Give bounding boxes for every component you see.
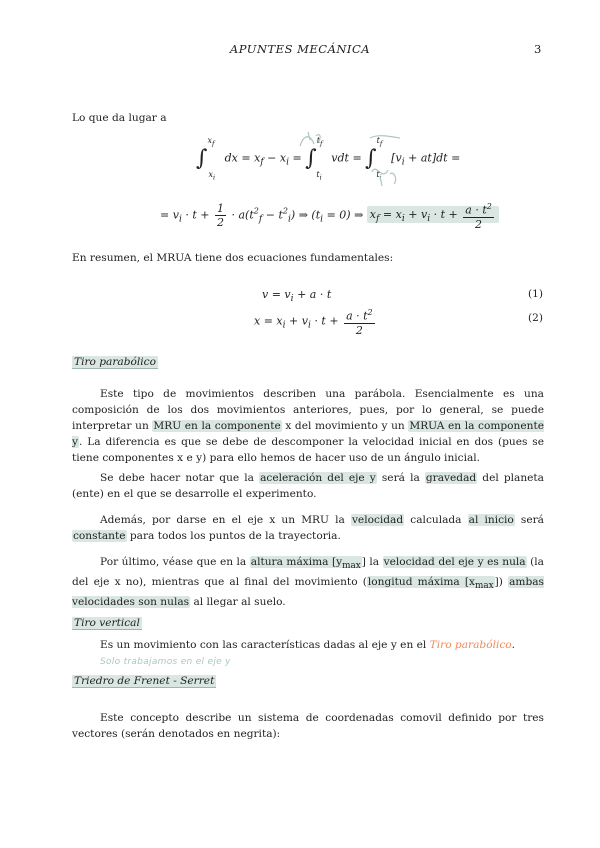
eq2-part-b: · t + bbox=[181, 208, 213, 222]
p4-highlight-max-length: longitud máxima [$x_{max}$ bbox=[367, 576, 494, 592]
highlighted-position-equation: $x_f = x_i + v_i \cdot t$ + $\frac{a \cdot t^2}{2}$ bbox=[367, 206, 499, 223]
handwritten-note: Solo trabajamos en el eje y bbox=[100, 657, 231, 667]
equation-2: $x = x_i + v_i \cdot t$ + $\frac{a \cdot t^2}{2}$ bbox=[254, 308, 373, 337]
p5-text-b: . bbox=[511, 639, 516, 651]
p4-text-b: ] la bbox=[361, 556, 383, 568]
p1-text-c: . La diferencia es que se debe de descomponer la velocidad inicial en dos (pues se tiene componentes x e y) para ello hemos de hacer uso de un ángulo inicial. bbox=[72, 436, 544, 464]
p4-text-c: (la del eje x no), mientras que al final del movimiento ( bbox=[72, 556, 544, 589]
integral-equals: = bbox=[292, 151, 306, 165]
p1-highlight-mru: MRU en la componente bbox=[153, 420, 281, 432]
eq2-part-c: · a(t bbox=[228, 208, 254, 222]
eq2-highlighted: x bbox=[369, 208, 377, 222]
paragraph-max-height bbox=[72, 554, 544, 610]
p4-text-e: al llegar al suelo. bbox=[190, 596, 286, 609]
eq2-part-e: ) ⇒ (t bbox=[290, 208, 321, 222]
p3-highlight-velocity: velocidad bbox=[351, 514, 404, 526]
p1-text-a: Este tipo de movimientos describen una parábola. Esencialmente es una composición de los dos movimientos anteriores, pues, por lo general, se puede interpretar un bbox=[72, 388, 544, 432]
p4-highlight-max-length-text: longitud máxima [x bbox=[367, 576, 476, 589]
p1-text-b: x del movimiento y un bbox=[281, 420, 409, 432]
integral-part3: [v bbox=[391, 151, 402, 165]
p2-highlight-acceleration: aceleración del eje y bbox=[260, 472, 376, 484]
p3-text-d: para todos los puntos de la trayectoria. bbox=[126, 530, 341, 542]
eq2-part-d: − t bbox=[262, 208, 283, 222]
paragraph-triedro: Este concepto describe un sistema de coordenadas comovil definido por tres vectores (serán denotados en negrita): bbox=[72, 712, 544, 740]
tiro-parabolico-link[interactable]: Tiro parabólico bbox=[429, 639, 512, 651]
p4-text-a: Por último, véase que en la bbox=[100, 556, 250, 568]
p3-text-b: calculada bbox=[404, 514, 468, 526]
equation-1: $v = v_i + a \cdot t$ bbox=[262, 288, 332, 305]
section-triedro-frenet-serret: Triedro de Frenet - Serret bbox=[74, 675, 215, 687]
integral-equation-line1: ∫$^{x_f}_{x_i}$ dx = $x_f - x_i = \int^{t_f}_{t_i}$ vdt = ∫$^{t_f}_{t_i}$ $[v_i + at]dt$ = bbox=[196, 135, 461, 182]
section-tiro-vertical: Tiro vertical bbox=[74, 617, 140, 629]
integral-vdt: vdt = bbox=[331, 151, 362, 165]
p3-highlight-constant: constante bbox=[73, 530, 126, 542]
page-number: 3 bbox=[534, 42, 542, 56]
intro-text: Lo que da lugar a bbox=[72, 112, 167, 124]
p3-highlight-initial: al inicio bbox=[468, 514, 514, 526]
p2-highlight-gravity: gravedad bbox=[425, 472, 477, 484]
running-header: APUNTES MECÁNICA bbox=[229, 42, 371, 56]
p4-text-d: ]) bbox=[494, 576, 509, 589]
eq2-part-f: = 0) ⇒ bbox=[323, 208, 367, 222]
p4-highlight-max-height-text: altura máxima [y bbox=[250, 556, 343, 568]
p3-text-c: será bbox=[514, 514, 544, 526]
summary-text: En resumen, el MRUA tiene dos ecuaciones fundamentales: bbox=[72, 252, 394, 264]
eq2-part-a: = v bbox=[160, 208, 179, 222]
section-tiro-parabolico: Tiro parabólico bbox=[74, 356, 156, 368]
paragraph-parabolic-intro bbox=[72, 386, 544, 466]
handwritten-doodle-icon-2 bbox=[366, 132, 406, 190]
equation-2-number: (2) bbox=[528, 312, 544, 324]
p2-text-c: del planeta (ente) en el que se desarrolle el experimento. bbox=[72, 472, 544, 500]
handwritten-doodle-icon bbox=[296, 130, 326, 152]
p2-text-b: será la bbox=[376, 472, 425, 484]
p3-text-a: Además, por darse en el eje x un MRU la bbox=[100, 514, 351, 526]
equation-1-text: v = v bbox=[262, 288, 291, 301]
paragraph-vertical bbox=[100, 637, 544, 653]
p2-text-a: Se debe hacer notar que la bbox=[100, 472, 260, 484]
integral-equation-line2: = $v_i \cdot t$ + $\frac{1}{2}$ · $a(t^2_f - t^2_i)$ ⇒ $(t_i = 0)$ ⇒ $x_f = x_i + v_i \cdot t$ + $\frac{a \cdot t^2}{2}$ bbox=[160, 200, 499, 231]
equation-1-number: (1) bbox=[528, 288, 544, 300]
integral-lhs: dx = x bbox=[224, 151, 261, 165]
p4-highlight-max-height: altura máxima [$y_{max}$ bbox=[250, 556, 361, 572]
integral-part3b: + at]dt = bbox=[404, 151, 461, 165]
paragraph-gravity bbox=[72, 470, 544, 502]
equation-2-text: x = x bbox=[254, 314, 283, 328]
p4-highlight-y-velocity-null: velocidad del eje y es nula bbox=[383, 556, 526, 568]
p1-highlight-mrua: MRUA en la componente y bbox=[72, 420, 544, 448]
p5-text-a: Es un movimiento con las características dadas al eje y en el bbox=[100, 639, 430, 651]
p4-highlight-both-null: ambas velocidades son nulas bbox=[72, 576, 544, 609]
paragraph-velocity bbox=[72, 512, 544, 544]
